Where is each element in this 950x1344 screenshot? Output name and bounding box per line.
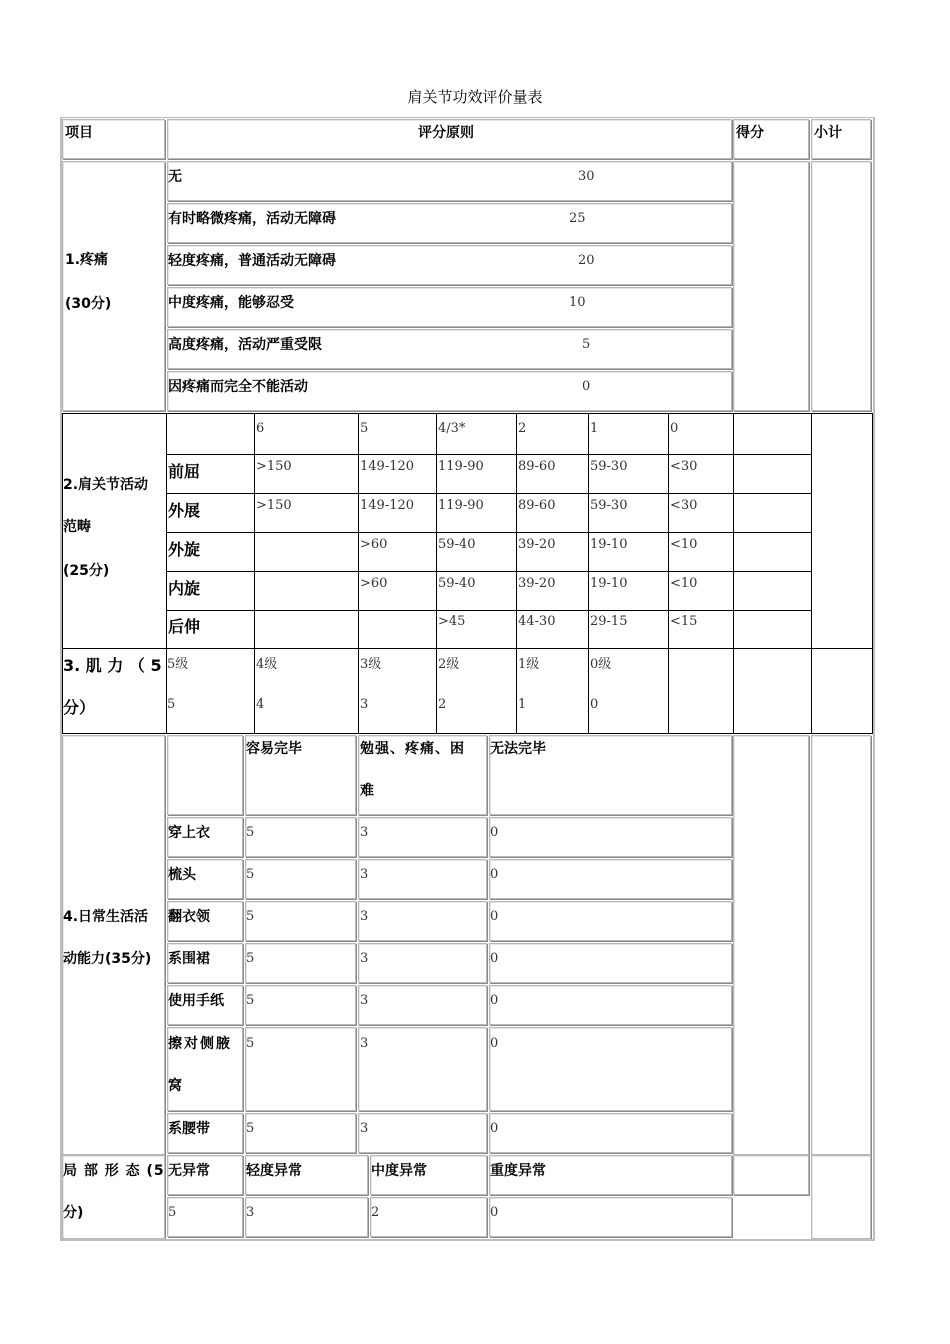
rom-score-header: 6	[256, 421, 265, 436]
rom-score-header: 0	[670, 421, 679, 436]
adl-label: 4.日常生活活	[63, 909, 149, 925]
adl-unable-cell	[489, 817, 732, 857]
pain-text: 因疼痛而完全不能活动	[168, 379, 308, 395]
adl-hard-points: 3	[360, 867, 369, 882]
header-item: 项目	[65, 125, 93, 141]
adl-hard-cell	[358, 943, 487, 983]
rom-range: >150	[256, 498, 292, 513]
rom-range: <30	[670, 459, 698, 474]
adl-hard-points: 3	[360, 909, 369, 924]
rom-range: 29-15	[590, 614, 628, 629]
local-points: 0	[490, 1205, 499, 1220]
adl-hard-cell	[358, 859, 487, 899]
adl-header-hard: 勉强、疼痛、困	[360, 741, 465, 757]
pain-text: 有时略微疼痛，活动无障碍	[168, 211, 336, 227]
pain-subtotal-cell	[811, 161, 871, 411]
rom-range: 19-10	[590, 576, 628, 591]
rom-label-cont: 范畴	[63, 519, 91, 535]
adl-task-name: 梳头	[168, 867, 196, 883]
strength-label: 3. 肌 力 （ 5	[63, 656, 162, 675]
adl-hard-cell	[358, 817, 487, 857]
adl-task-name-cont: 窝	[168, 1078, 182, 1094]
local-col-label: 无异常	[168, 1163, 210, 1179]
pain-points: 0	[582, 379, 591, 394]
adl-easy-points: 5	[246, 867, 255, 882]
header-subtotal: 小计	[814, 125, 842, 141]
adl-task-name: 擦对侧腋	[168, 1036, 232, 1052]
header-subtotal-cell	[811, 119, 871, 159]
rom-range: 59-40	[438, 576, 476, 591]
adl-easy-cell	[245, 1113, 356, 1153]
rom-score-header: 5	[360, 421, 369, 436]
rom-range: 59-40	[438, 537, 476, 552]
adl-task-cell	[167, 1113, 243, 1153]
strength-max-points: 分）	[63, 698, 96, 717]
rom-range: 19-10	[590, 537, 628, 552]
pain-points: 20	[578, 253, 595, 268]
local-points: 3	[246, 1205, 255, 1220]
local-label: 局 部 形 态 (5	[63, 1163, 165, 1179]
strength-points: 2	[438, 697, 447, 712]
adl-task-cell	[167, 943, 243, 983]
rom-score-header: 4/3*	[438, 421, 466, 436]
rom-motion-name: 后伸	[168, 617, 201, 636]
local-points: 5	[168, 1205, 177, 1220]
adl-unable-cell	[489, 943, 732, 983]
adl-hard-points: 3	[360, 1121, 369, 1136]
pain-text: 高度疼痛，活动严重受限	[168, 337, 322, 353]
strength-grade: 4级	[256, 657, 278, 672]
adl-easy-points: 5	[246, 1036, 255, 1051]
local-col-label: 重度异常	[490, 1163, 546, 1179]
adl-task-name: 穿上衣	[168, 825, 210, 841]
adl-unable-points: 0	[490, 951, 499, 966]
pain-row	[167, 161, 732, 201]
rom-range: >45	[438, 614, 466, 629]
adl-easy-points: 5	[246, 825, 255, 840]
rom-range: 119-90	[438, 498, 484, 513]
pain-points: 25	[569, 211, 586, 226]
adl-label-cell	[62, 735, 165, 1155]
adl-task-name: 使用手纸	[168, 993, 224, 1009]
pain-row	[167, 203, 732, 243]
pain-label-cell	[62, 161, 165, 411]
pain-row	[167, 371, 732, 411]
strength-points: 4	[256, 697, 265, 712]
adl-max-points: 动能力(35分)	[63, 951, 152, 967]
adl-task-name: 翻衣领	[168, 909, 210, 925]
adl-header-unable: 无法完毕	[490, 741, 546, 757]
rom-range: 149-120	[360, 498, 415, 513]
pain-points: 10	[569, 295, 586, 310]
adl-task-cell	[167, 901, 243, 941]
strength-points: 3	[360, 697, 369, 712]
adl-easy-points: 5	[246, 993, 255, 1008]
adl-hard-points: 3	[360, 825, 369, 840]
rom-range: 39-20	[518, 537, 556, 552]
local-col-cell	[489, 1155, 732, 1195]
rom-max-points: (25分)	[63, 563, 110, 579]
local-score-cell	[733, 1155, 809, 1195]
adl-score-cell	[733, 735, 809, 1155]
pain-row	[167, 245, 732, 285]
rom-range: 119-90	[438, 459, 484, 474]
local-col-cell	[370, 1155, 487, 1195]
adl-easy-cell	[245, 817, 356, 857]
rom-range: <30	[670, 498, 698, 513]
local-label-cell	[62, 1155, 165, 1239]
adl-easy-cell	[245, 1027, 356, 1111]
strength-grade: 1级	[518, 657, 540, 672]
adl-easy-points: 5	[246, 1121, 255, 1136]
pain-score-cell	[733, 161, 809, 411]
rom-range: 59-30	[590, 459, 628, 474]
rom-range: >60	[360, 576, 388, 591]
adl-task-name: 系腰带	[168, 1121, 210, 1137]
adl-hard-cell	[358, 985, 487, 1025]
strength-grade: 2级	[438, 657, 460, 672]
rom-range: <10	[670, 576, 698, 591]
rom-range: 89-60	[518, 459, 556, 474]
adl-task-name: 系围裙	[168, 951, 210, 967]
adl-hard-cell	[358, 901, 487, 941]
rom-motion-name: 外旋	[168, 540, 201, 559]
adl-unable-points: 0	[490, 867, 499, 882]
local-points-cell	[245, 1197, 368, 1237]
adl-unable-cell	[489, 1113, 732, 1153]
adl-task-cell	[167, 1027, 243, 1111]
local-max-points: 分)	[63, 1205, 84, 1221]
header-item-cell	[62, 119, 165, 159]
adl-unable-points: 0	[490, 1121, 499, 1136]
local-col-label: 中度异常	[371, 1163, 427, 1179]
local-subtotal-cell	[811, 1155, 871, 1239]
local-col-cell	[167, 1155, 243, 1195]
pain-text: 轻度疼痛，普通活动无障碍	[168, 253, 336, 269]
strength-points: 1	[518, 697, 527, 712]
rom-range: >60	[360, 537, 388, 552]
adl-easy-cell	[245, 985, 356, 1025]
strength-grade: 0级	[590, 657, 612, 672]
header-score: 得分	[736, 125, 764, 141]
adl-header-easy-cell	[245, 735, 356, 815]
adl-task-cell	[167, 817, 243, 857]
adl-hard-points: 3	[360, 1036, 369, 1051]
adl-easy-cell	[245, 943, 356, 983]
adl-hard-cell	[358, 1027, 487, 1111]
adl-unable-points: 0	[490, 909, 499, 924]
adl-task-cell	[167, 859, 243, 899]
adl-hard-points: 3	[360, 951, 369, 966]
rom-range: 149-120	[360, 459, 415, 474]
local-col-cell	[245, 1155, 368, 1195]
local-points: 2	[371, 1205, 380, 1220]
rom-range: >150	[256, 459, 292, 474]
rom-label: 2.肩关节活动	[63, 477, 149, 493]
adl-easy-cell	[245, 859, 356, 899]
adl-easy-cell	[245, 901, 356, 941]
pain-row	[167, 329, 732, 369]
pain-row	[167, 287, 732, 327]
header-criteria: 评分原则	[418, 125, 474, 141]
rom-range: 89-60	[518, 498, 556, 513]
strength-grade: 3级	[360, 657, 382, 672]
rom-score-header: 2	[518, 421, 527, 436]
strength-points: 5	[167, 697, 176, 712]
rom-motion-name: 外展	[168, 501, 201, 520]
local-points-cell	[489, 1197, 732, 1237]
adl-unable-points: 0	[490, 993, 499, 1008]
pain-max-points: (30分)	[65, 296, 112, 312]
rom-motion-name: 内旋	[168, 579, 201, 598]
adl-hard-cell	[358, 1113, 487, 1153]
rom-motion-name: 前屈	[168, 462, 201, 481]
strength-points: 0	[590, 697, 599, 712]
rom-range: <15	[670, 614, 698, 629]
adl-unable-cell	[489, 1027, 732, 1111]
adl-unable-cell	[489, 901, 732, 941]
rom-range: 59-30	[590, 498, 628, 513]
pain-text: 无	[168, 169, 182, 185]
rom-range: 44-30	[518, 614, 556, 629]
local-col-label: 轻度异常	[246, 1163, 302, 1179]
strength-grade: 5级	[167, 657, 189, 672]
adl-subtotal-cell	[811, 735, 871, 1155]
rom-range: 39-20	[518, 576, 556, 591]
header-score-cell	[733, 119, 809, 159]
adl-header-hard-cell	[358, 735, 487, 815]
rom-range: <10	[670, 537, 698, 552]
adl-header-hard-cont: 难	[360, 783, 374, 799]
adl-unable-cell	[489, 985, 732, 1025]
pain-points: 30	[578, 169, 595, 184]
pain-points: 5	[582, 337, 591, 352]
rom-score-header: 1	[590, 421, 599, 436]
adl-easy-points: 5	[246, 951, 255, 966]
adl-unable-points: 0	[490, 1036, 499, 1051]
adl-task-cell	[167, 985, 243, 1025]
adl-hard-points: 3	[360, 993, 369, 1008]
adl-header-easy: 容易完毕	[246, 741, 302, 757]
local-points-cell	[370, 1197, 487, 1237]
adl-unable-cell	[489, 859, 732, 899]
local-points-cell	[167, 1197, 243, 1237]
pain-label: 1.疼痛	[65, 252, 109, 268]
adl-easy-points: 5	[246, 909, 255, 924]
adl-header-unable-cell	[489, 735, 732, 815]
pain-text: 中度疼痛，能够忍受	[168, 295, 294, 311]
adl-header-blank	[167, 735, 243, 815]
adl-unable-points: 0	[490, 825, 499, 840]
document-title: 肩关节功效评价量表	[407, 88, 543, 106]
header-criteria-cell	[167, 119, 732, 159]
